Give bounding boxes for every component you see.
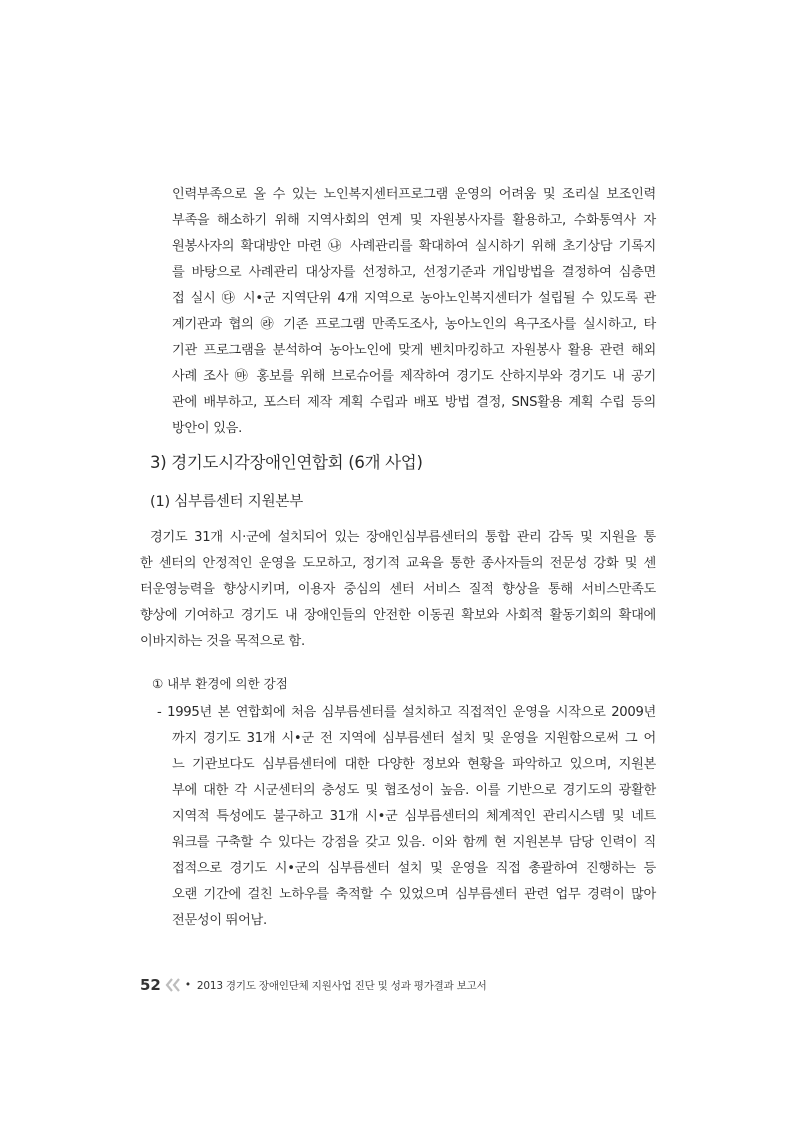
intro-line: 계기관과 협의 ㉱ 기존 프로그램 만족도조사, 농아노인의 욕구조사를 실시하고, 타 — [172, 317, 656, 332]
intro-line: 방안이 있음. — [172, 421, 242, 436]
strength-line: 전문성이 뛰어남. — [172, 913, 267, 928]
intro-line: 사례 조사 ㉲ 홍보를 위해 브로슈어를 제작하여 경기도 산하지부와 경기도 내 공기 — [172, 369, 656, 384]
strength-line: 오랜 기간에 걸친 노하우를 축적할 수 있었으며 심부름센터 관련 업무 경력이 많아 — [172, 887, 656, 902]
purpose-line: 향상에 기여하고 경기도 내 장애인들의 안전한 이동권 확보와 사회적 활동기회의 확대에 — [140, 608, 656, 623]
strength-line: 까지 경기도 31개 시•군 전 지역에 심부름센터 설치 및 운영을 지원함으로써 그 어 — [172, 731, 656, 746]
purpose-line: 경기도 31개 시·군에 설치되어 있는 장애인심부름센터의 통합 관리 감독 및 지원을 통 — [150, 530, 656, 545]
intro-line: 원봉사자의 확대방안 마련 ㉯ 사례관리를 확대하여 실시하기 위해 초기상담 기록지 — [172, 239, 656, 254]
intro-line: 접 실시 ㉰ 시•군 지역단위 4개 지역으로 농아노인복지센터가 설립될 수 있도록 관 — [172, 291, 656, 306]
strength-heading: ① 내부 환경에 의한 강점 — [152, 676, 288, 691]
footer-title: 2013 경기도 장애인단체 지원사업 진단 및 성과 평가결과 보고서 — [196, 979, 487, 992]
intro-line: 관에 배부하고, 포스터 제작 계획 수립과 배포 방법 결정, SNS활용 계획 수립 등의 — [172, 395, 656, 410]
strength-line: - 1995년 본 연합회에 처음 심부름센터를 설치하고 직접적인 운영을 시작으로 2009년 — [157, 705, 656, 720]
strength-line: 지역적 특성에도 불구하고 31개 시•군 심부름센터의 체계적인 관리시스템 및 네트 — [172, 809, 656, 824]
strength-line: 워크를 구축할 수 있다는 강점을 갖고 있음. 이와 함께 현 지원본부 담당 인력이 직 — [172, 835, 656, 850]
page-number: 52 — [140, 976, 161, 994]
footer-bullet: • — [184, 979, 191, 991]
section-heading: 3) 경기도시각장애인연합회 (6개 사업) — [150, 453, 423, 472]
double-chevron-left-icon — [165, 978, 181, 992]
intro-line: 를 바탕으로 사례관리 대상자를 선정하고, 선정기준과 개입방법을 결정하여 심층면 — [172, 265, 656, 280]
purpose-line: 이바지하는 것을 목적으로 함. — [140, 634, 305, 649]
intro-line: 부족을 해소하기 위해 지역사회의 연계 및 자원봉사자를 활용하고, 수화통역사 자 — [172, 213, 656, 228]
strength-line: 느 기관보다도 심부름센터에 대한 다양한 정보와 현황을 파악하고 있으며, 지원본 — [172, 757, 656, 772]
strength-line: 부에 대한 각 시군센터의 충성도 및 협조성이 높음. 이를 기반으로 경기도의 광활한 — [172, 783, 656, 798]
intro-line: 기관 프로그램을 분석하여 농아노인에 맞게 벤치마킹하고 자원봉사 활용 관련 해외 — [172, 343, 656, 358]
subsection-heading: (1) 심부름센터 지원본부 — [150, 494, 304, 510]
purpose-line: 한 센터의 안정적인 운영을 도모하고, 정기적 교육을 통한 종사자들의 전문성 강화 및 센 — [140, 556, 656, 571]
strength-line: 접적으로 경기도 시•군의 심부름센터 설치 및 운영을 직접 총괄하여 진행하는 등 — [172, 861, 656, 876]
purpose-line: 터운영능력을 향상시키며, 이용자 중심의 센터 서비스 질적 향상을 통해 서비스만족도 — [140, 582, 656, 597]
intro-line: 인력부족으로 올 수 있는 노인복지센터프로그램 운영의 어려움 및 조리실 보조인력 — [172, 187, 656, 202]
page-footer — [140, 974, 487, 996]
